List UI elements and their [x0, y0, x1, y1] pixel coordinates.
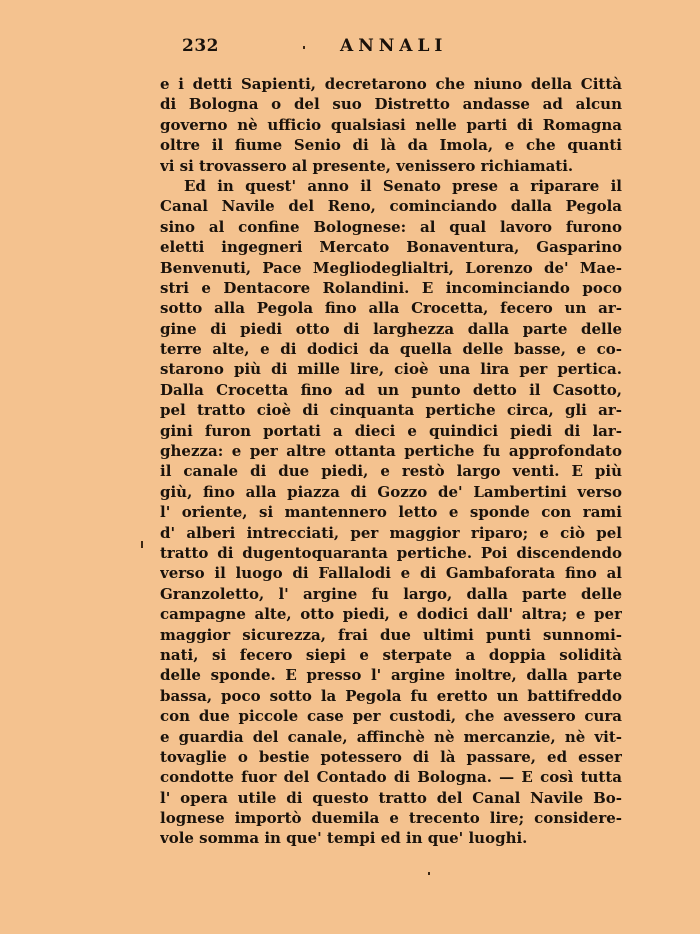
- page-number: 232: [182, 36, 219, 56]
- text-line: lognese importò duemila e trecento lire; considere-: [160, 809, 622, 828]
- text-line: giù, fino alla piazza di Gozzo de' Lambertini verso: [160, 482, 622, 501]
- text-line: tovaglie o bestie potessero di là passare, ed esser: [160, 747, 622, 766]
- text-line: vole somma in que' tempi ed in que' luoghi.: [160, 829, 528, 848]
- paper-speck: [303, 46, 305, 49]
- text-line: verso il luogo di Fallalodi e di Gambaforata fino al: [160, 564, 622, 583]
- text-line: di Bologna o del suo Distretto andasse ad alcun: [160, 95, 622, 114]
- text-line: l' oriente, si mantennero letto e sponde con rami: [160, 503, 622, 522]
- text-line: Granzoletto, l' argine fu largo, dalla parte delle: [160, 584, 622, 603]
- text-line: il canale di due piedi, e restò largo venti. E più: [160, 462, 622, 481]
- text-line: condotte fuor del Contado di Bologna. — E così tutta: [160, 768, 622, 787]
- text-line: Dalla Crocetta fino ad un punto detto il Casotto,: [160, 380, 622, 399]
- text-line: delle sponde. E presso l' argine inoltre, dalla parte: [160, 666, 622, 685]
- text-line: gini furon portati a dieci e quindici piedi di lar-: [160, 421, 622, 440]
- text-line: e i detti Sapienti, decretarono che niuno della Città: [160, 75, 622, 93]
- running-title: ANNALI: [340, 36, 448, 56]
- paper-speck: [141, 541, 143, 548]
- paper-speck: [428, 872, 430, 875]
- text-line: ghezza: e per altre ottanta pertiche fu approfondato: [160, 442, 622, 461]
- body-text: [160, 74, 622, 849]
- text-line: starono più di mille lire, cioè una lira per pertica.: [160, 360, 622, 379]
- text-line: con due piccole case per custodi, che avessero cura: [160, 707, 622, 726]
- text-line: governo nè ufficio qualsiasi nelle parti di Romagna: [160, 115, 622, 134]
- text-line: tratto di dugentoquaranta pertiche. Poi discendendo: [160, 543, 622, 562]
- text-line: sotto alla Pegola fino alla Crocetta, fecero un ar-: [160, 299, 622, 318]
- text-line: stri e Dentacore Rolandini. E incominciando poco: [160, 278, 622, 297]
- text-line: d' alberi intrecciati, per maggior riparo; e ciò pel: [160, 523, 622, 542]
- text-line: pel tratto cioè di cinquanta pertiche circa, gli ar-: [160, 401, 622, 420]
- text-line: maggior sicurezza, frai due ultimi punti sunnomi-: [160, 625, 622, 644]
- text-line: vi si trovassero al presente, venissero richiamati.: [160, 156, 574, 175]
- text-line: Ed in quest' anno il Senato prese a riparare il: [184, 176, 622, 195]
- text-line: oltre il fiume Senio di là da Imola, e che quanti: [160, 136, 622, 155]
- text-line: sino al confine Bolognese: al qual lavoro furono: [160, 217, 622, 236]
- text-line: terre alte, e di dodici da quella delle basse, e co-: [160, 340, 622, 359]
- text-line: campagne alte, otto piedi, e dodici dall' altra; e per: [160, 605, 622, 624]
- text-line: nati, si fecero siepi e sterpate a doppia solidità: [160, 645, 622, 664]
- text-line: bassa, poco sotto la Pegola fu eretto un battifreddo: [160, 686, 622, 705]
- text-line: l' opera utile di questo tratto del Canal Navile Bo-: [160, 788, 622, 807]
- text-line: Canal Navile del Reno, cominciando dalla Pegola: [160, 197, 622, 216]
- text-line: eletti ingegneri Mercato Bonaventura, Gasparino: [160, 238, 622, 257]
- text-line: Benvenuti, Pace Megliodeglialtri, Lorenzo de' Mae-: [160, 258, 622, 277]
- text-line: gine di piedi otto di larghezza dalla parte delle: [160, 319, 622, 338]
- text-line: e guardia del canale, affinchè nè mercanzie, nè vit-: [160, 727, 622, 746]
- page-header: [182, 36, 622, 58]
